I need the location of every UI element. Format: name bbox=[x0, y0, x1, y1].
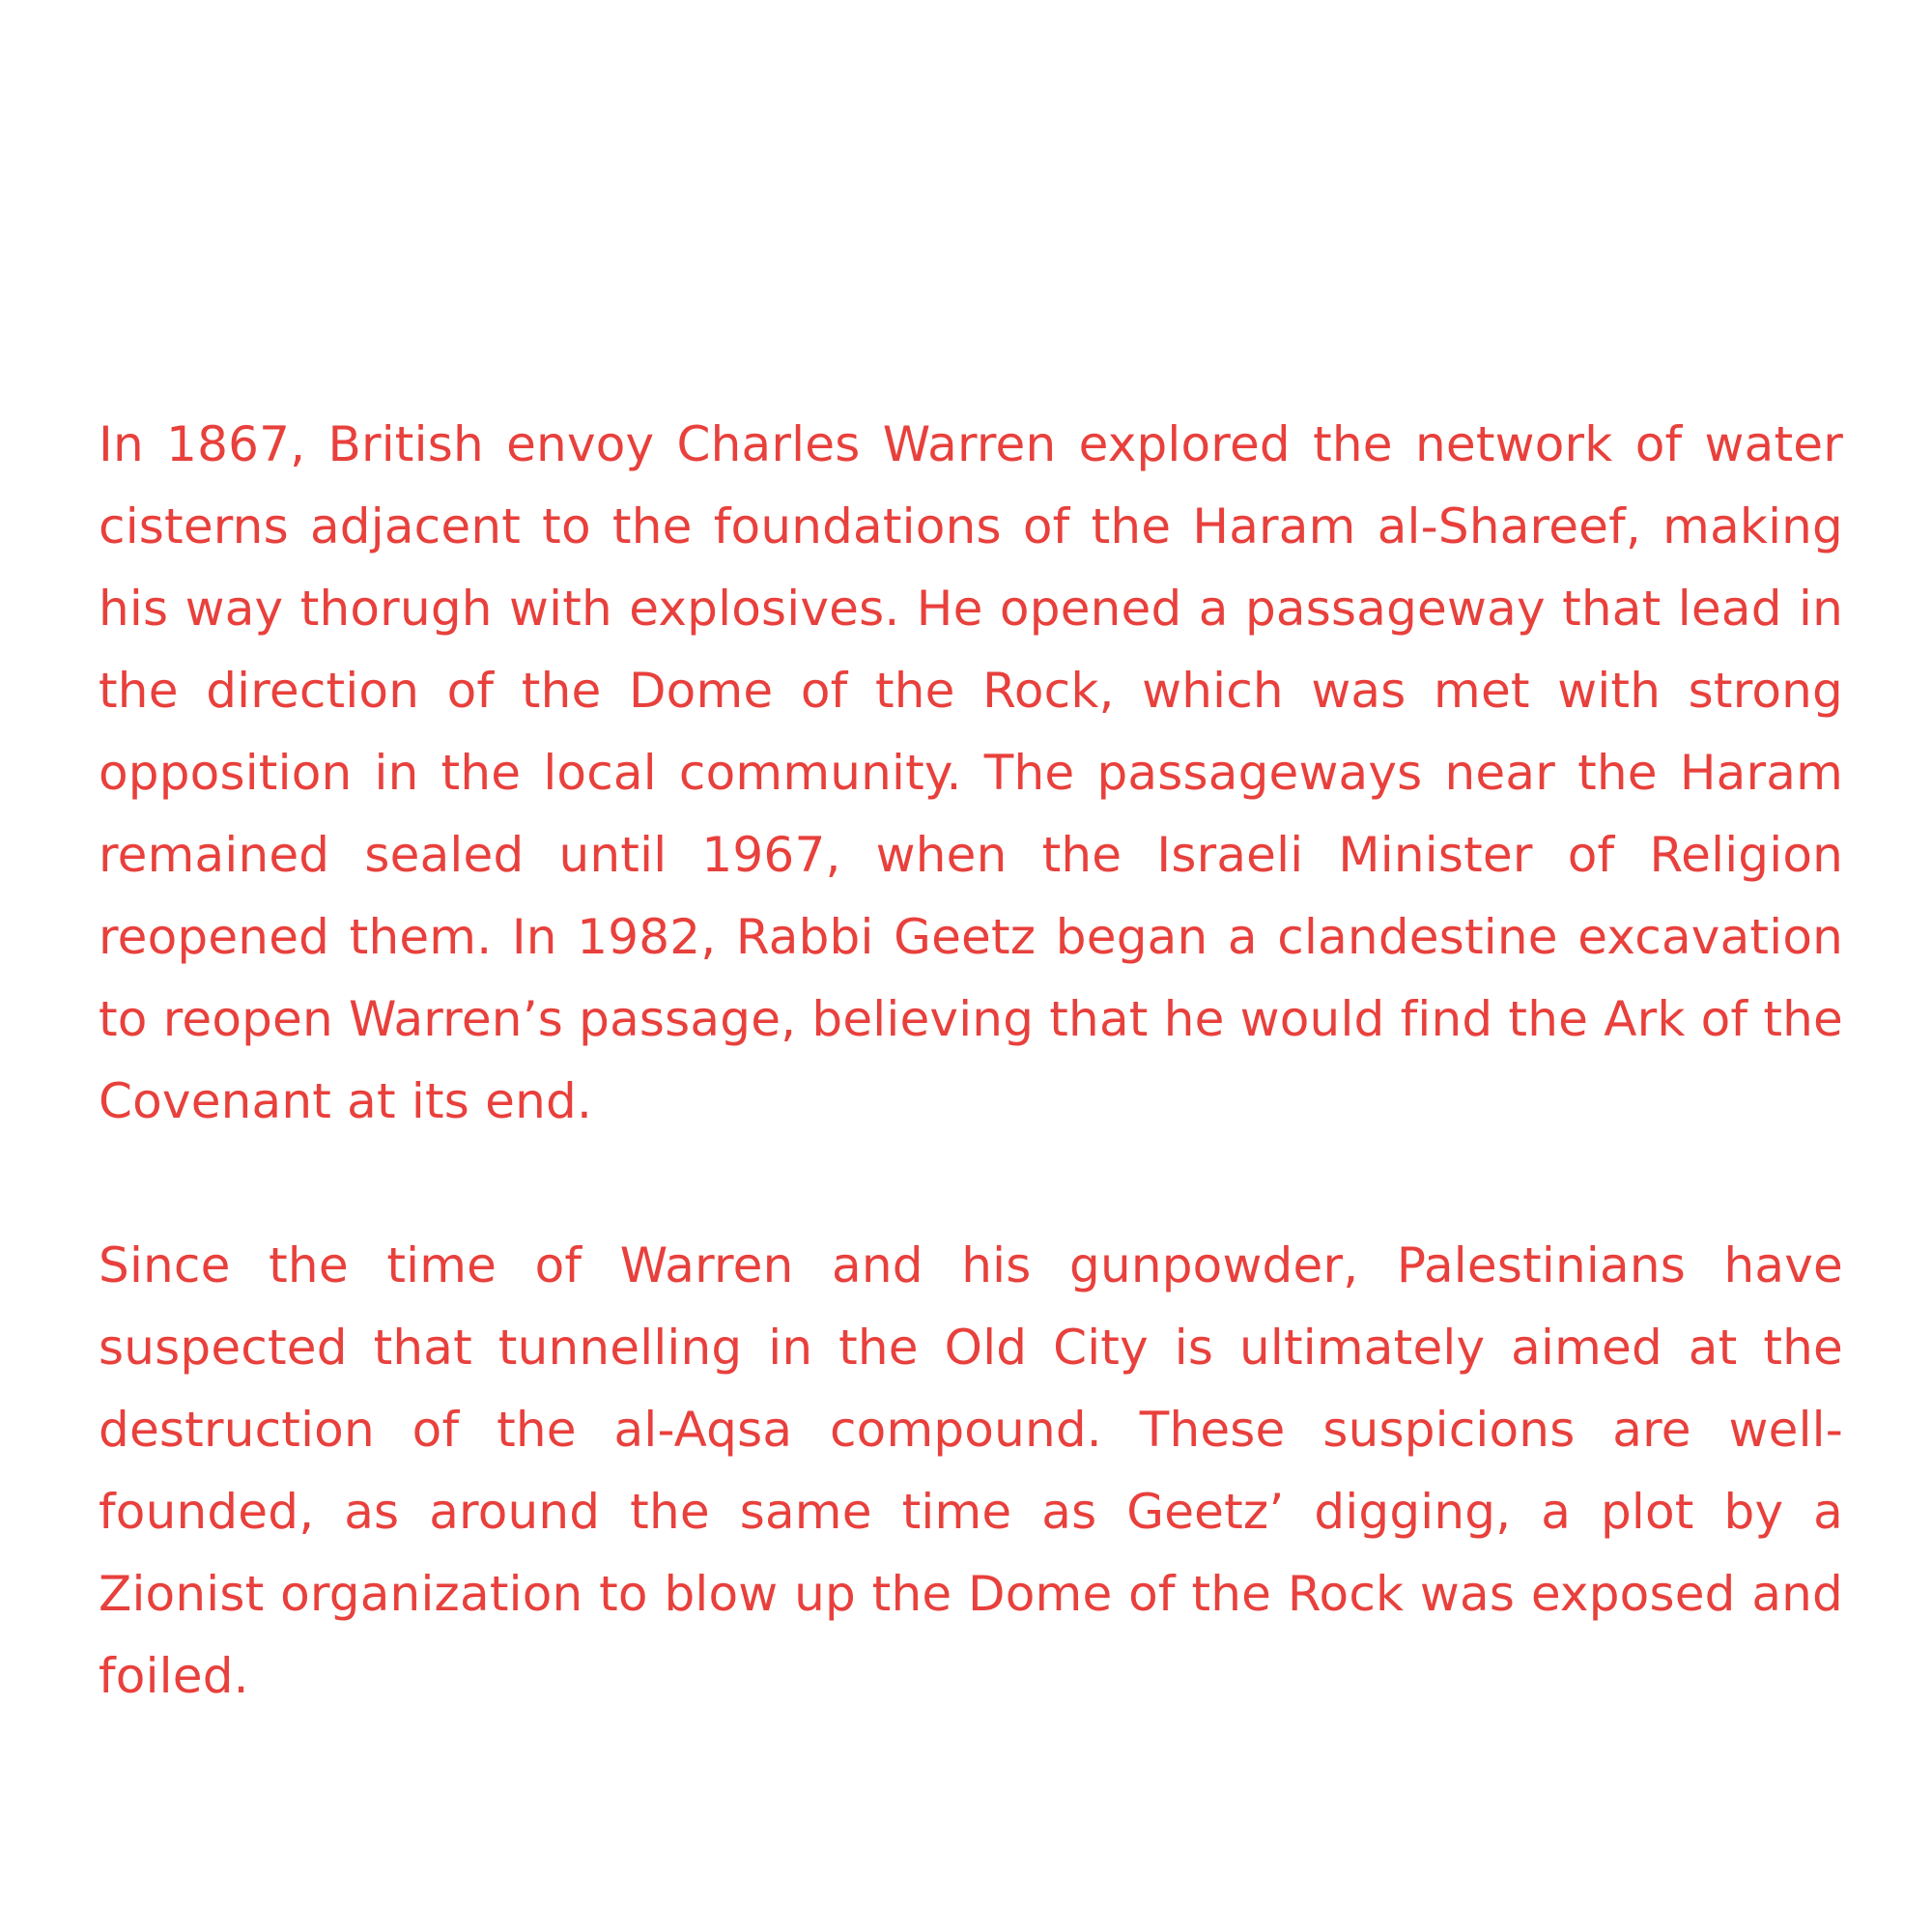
paragraph-1: In 1867, British envoy Charles Warren explored the network of water cisterns adjacent to the foundations of the Haram al-Shareef, making his way thorugh with explosives. He opened a passageway that lead in the direction of the Dome of the Rock, which was met with strong opposition in the local community. The passageways near the Haram remained sealed until 1967, when the Israeli Minister of Religion reopened them. In 1982, Rabbi Geetz began a clandestine excavation to reopen Warren’s passage, believing that he would find the Ark of the Covenant at its end. bbox=[99, 416, 1843, 1129]
body-text bbox=[99, 404, 1843, 1718]
paragraph-2: Since the time of Warren and his gunpowder, Palestinians have suspected that tunnelling in the Old City is ultimately aimed at the destruction of the al-Aqsa compound. These suspicions are well-founded, as around the same time as Geetz’ digging, a plot by a Zionist organization to blow up the Dome of the Rock was exposed and foiled. bbox=[99, 1237, 1843, 1704]
